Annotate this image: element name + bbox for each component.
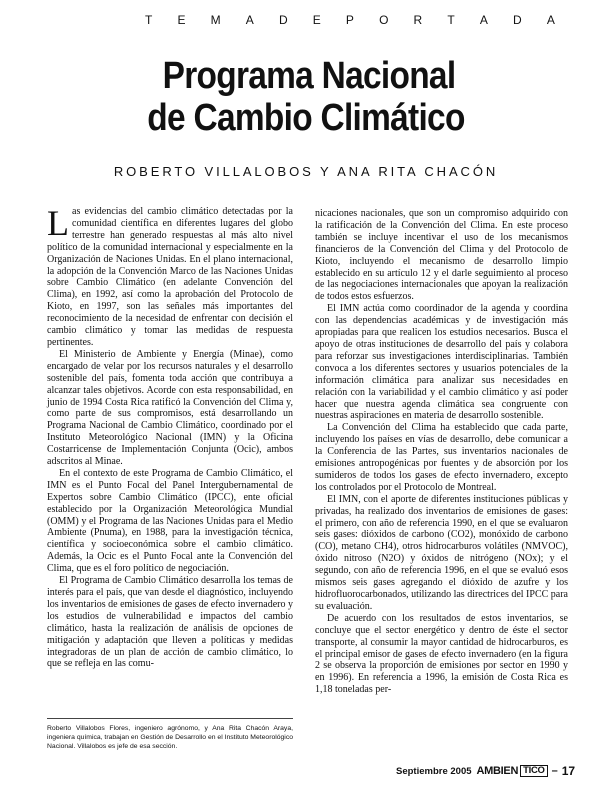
paragraph: El Ministerio de Ambiente y Energía (Minae), como encargado de velar por los recursos naturales y el desarrollo sostenible del país, fomenta toda acción que contribuya a alcanzar tales objetivos. Acorde con esta responsabilidad, en junio de 1994 Costa Rica ratificó la Convención del Clima y, como parte de sus compromisos, está desarrollando un Programa Nacional de Cambio Climático, coordinado por el Instituto Meteorológico Nacional (IMN) y la Oficina Costarricense de Implementación Conjunta (Ocic), ambos adscritos al Minae.	[47, 348, 293, 468]
section-label-letters	[145, 13, 555, 27]
drop-cap: L	[47, 203, 69, 243]
body-column-right	[315, 208, 568, 696]
paragraph: El IMN actúa como coordinador de la agenda y coordina con las dependencias académicas y de investigación más apropiadas para que realicen los estudios necesarios. Busca el apoyo de otras instituciones de desarrollo del país y colabora para reforzar sus investigaciones interdisciplinarias. También convoca a los diferentes sectores y usuarios potenciales de la información climática para analizar sus necesidades en relación con la variabilidad y el cambio climático y así poder hacer que nuestra agenda climática sea congruente con nuestras aspiraciones en materia de desarrollo sostenible.	[315, 303, 568, 422]
paragraph-continued: nicaciones nacionales, que son un compromiso adquirido con la ratificación de la Convención del Clima. En este proceso también se incluye incentivar el uso de los mecanismos financieros de la Convención del Clima y del Protocolo de Kioto, incluyendo el mecanismo de desarrollo limpio establecido en su artículo 12 y el darle seguimiento al proceso de las negociaciones internacionales que apoyan la realización de todos estos esfuerzos.	[315, 208, 568, 303]
page-dash: –	[551, 765, 558, 777]
body-column-left	[47, 203, 293, 670]
section-letter: M	[210, 13, 221, 27]
section-header	[0, 13, 612, 31]
paragraph: El Programa de Cambio Climático desarrolla los temas de interés para el país, que van desde el diagnóstico, incluyendo los inventarios de emisiones de gases de efecto invernadero y los estudios de vulnerabilidad e impactos del cambio climático, hasta la realización de análisis de opciones de mitigación y adaptación que lleven a políticas y medidas integradoras de un plan de acción de cambio climático, lo que se refleja en las comu-	[47, 575, 293, 670]
footnote-divider	[47, 718, 293, 719]
paragraph: El IMN, con el aporte de diferentes instituciones públicas y privadas, ha realizado dos inventarios de emisiones de gases: el primero, con año de referencia 1990, en el que se evaluaron seis gases: dióxidos de carbono (CO2), monóxido de carbono (CO), metano CH4), otros hidrocarburos volátiles (NMVOC), óxido nitroso (N2O) y óxidos de nitrógeno (NOx); y el segundo, con año de referencia 1996, en el que se evaluó esos mismos seis gases agregando el dióxido de azufre y los hidrofluorocarbonados, utilizando las directrices del IPCC para su evaluación.	[315, 493, 568, 612]
paragraph-intro	[47, 203, 293, 349]
section-letter: D	[513, 13, 522, 27]
section-letter: P	[345, 13, 354, 27]
article-authors: ROBERTO VILLALOBOS Y ANA RITA CHACÓN	[113, 164, 499, 179]
section-letter: A	[479, 13, 488, 27]
section-letter: A	[546, 13, 555, 27]
section-letter: R	[413, 13, 423, 27]
article-title-line-2: de Cambio Climático	[147, 97, 465, 139]
paragraph: De acuerdo con los resultados de estos inventarios, se concluye que el sector energético y dentro de éste el sector transporte, al consumir la mayor cantidad de hidrocarburos, es el principal emisor de gases de efecto invernadero (en la figura 2 se observa la proporción de emisiones por sector en 1990 y en 1996). En referencia a 1996, la emisión de Costa Rica es 1,18 toneladas per-	[315, 612, 568, 696]
author-footnote: Roberto Villalobos Flores, ingeniero agrónomo, y Ana Rita Chacón Araya, ingeniera química, trabajan en Gestión de Desarrollo en el Instituto Meteorológico Nacional. Villalobos es jefe de esa sección.	[47, 725, 293, 751]
page-number: 17	[561, 764, 576, 778]
paragraph: La Convención del Clima ha establecido que cada parte, incluyendo los países en vías de desarrollo, debe comunicar a la Conferencia de las Partes, sus inventarios nacionales de emisiones antropogénicas por fuentes y de absorción por los sumideros de todos los gases de efecto invernadero, excepto los controlados por el Protocolo de Montreal.	[315, 422, 568, 493]
magazine-logo-tail: TICO	[520, 765, 548, 777]
paragraph-text: as evidencias del cambio climático detectadas por la comunidad científica en diferentes lugares del globo terrestre han generado respuestas al más alto nivel político de la comunidad internacional y especialmente en la Organización de Naciones Unidas. En el plano internacional, la adopción de la Convención Marco de las Naciones Unidas sobre Cambio Climático (en adelante Convención del Clima), en 1992, así como la aprobación del Protocolo de Kioto, en 1997, son las señales más importantes del reconocimiento de la necesidad de enfrentar con decisión el cambio climático y tomar las medidas de respuesta pertinentes.	[47, 206, 293, 348]
page-footer	[396, 764, 575, 778]
section-letter: E	[177, 13, 186, 27]
paragraph: En el contexto de este Programa de Cambio Climático, el IMN es el Punto Focal del Panel Intergubernamental de Expertos sobre Cambio Climático (IPCC), ente oficial establecido por la Organización Meteorológica Mundial (OMM) y el Programa de las Naciones Unidas para el Medio Ambiente (Pnuma), en 1988, para la investigación técnica, científica y socioeconómica sobre el cambio climático. Además, la Ocic es el Punto Focal ante la Convención del Clima, que es el foro político de negociación.	[47, 467, 293, 575]
section-letter: O	[379, 13, 389, 27]
section-letter: E	[312, 13, 321, 27]
section-letter: A	[245, 13, 254, 27]
section-letter: T	[447, 13, 455, 27]
section-letter: D	[278, 13, 288, 27]
issue-date: Septiembre 2005	[396, 765, 472, 777]
article-title-line-1: Programa Nacional	[162, 55, 456, 97]
magazine-logo	[476, 765, 548, 777]
magazine-logo-lead: AMBIEN	[476, 765, 519, 777]
section-letter: T	[145, 13, 153, 27]
